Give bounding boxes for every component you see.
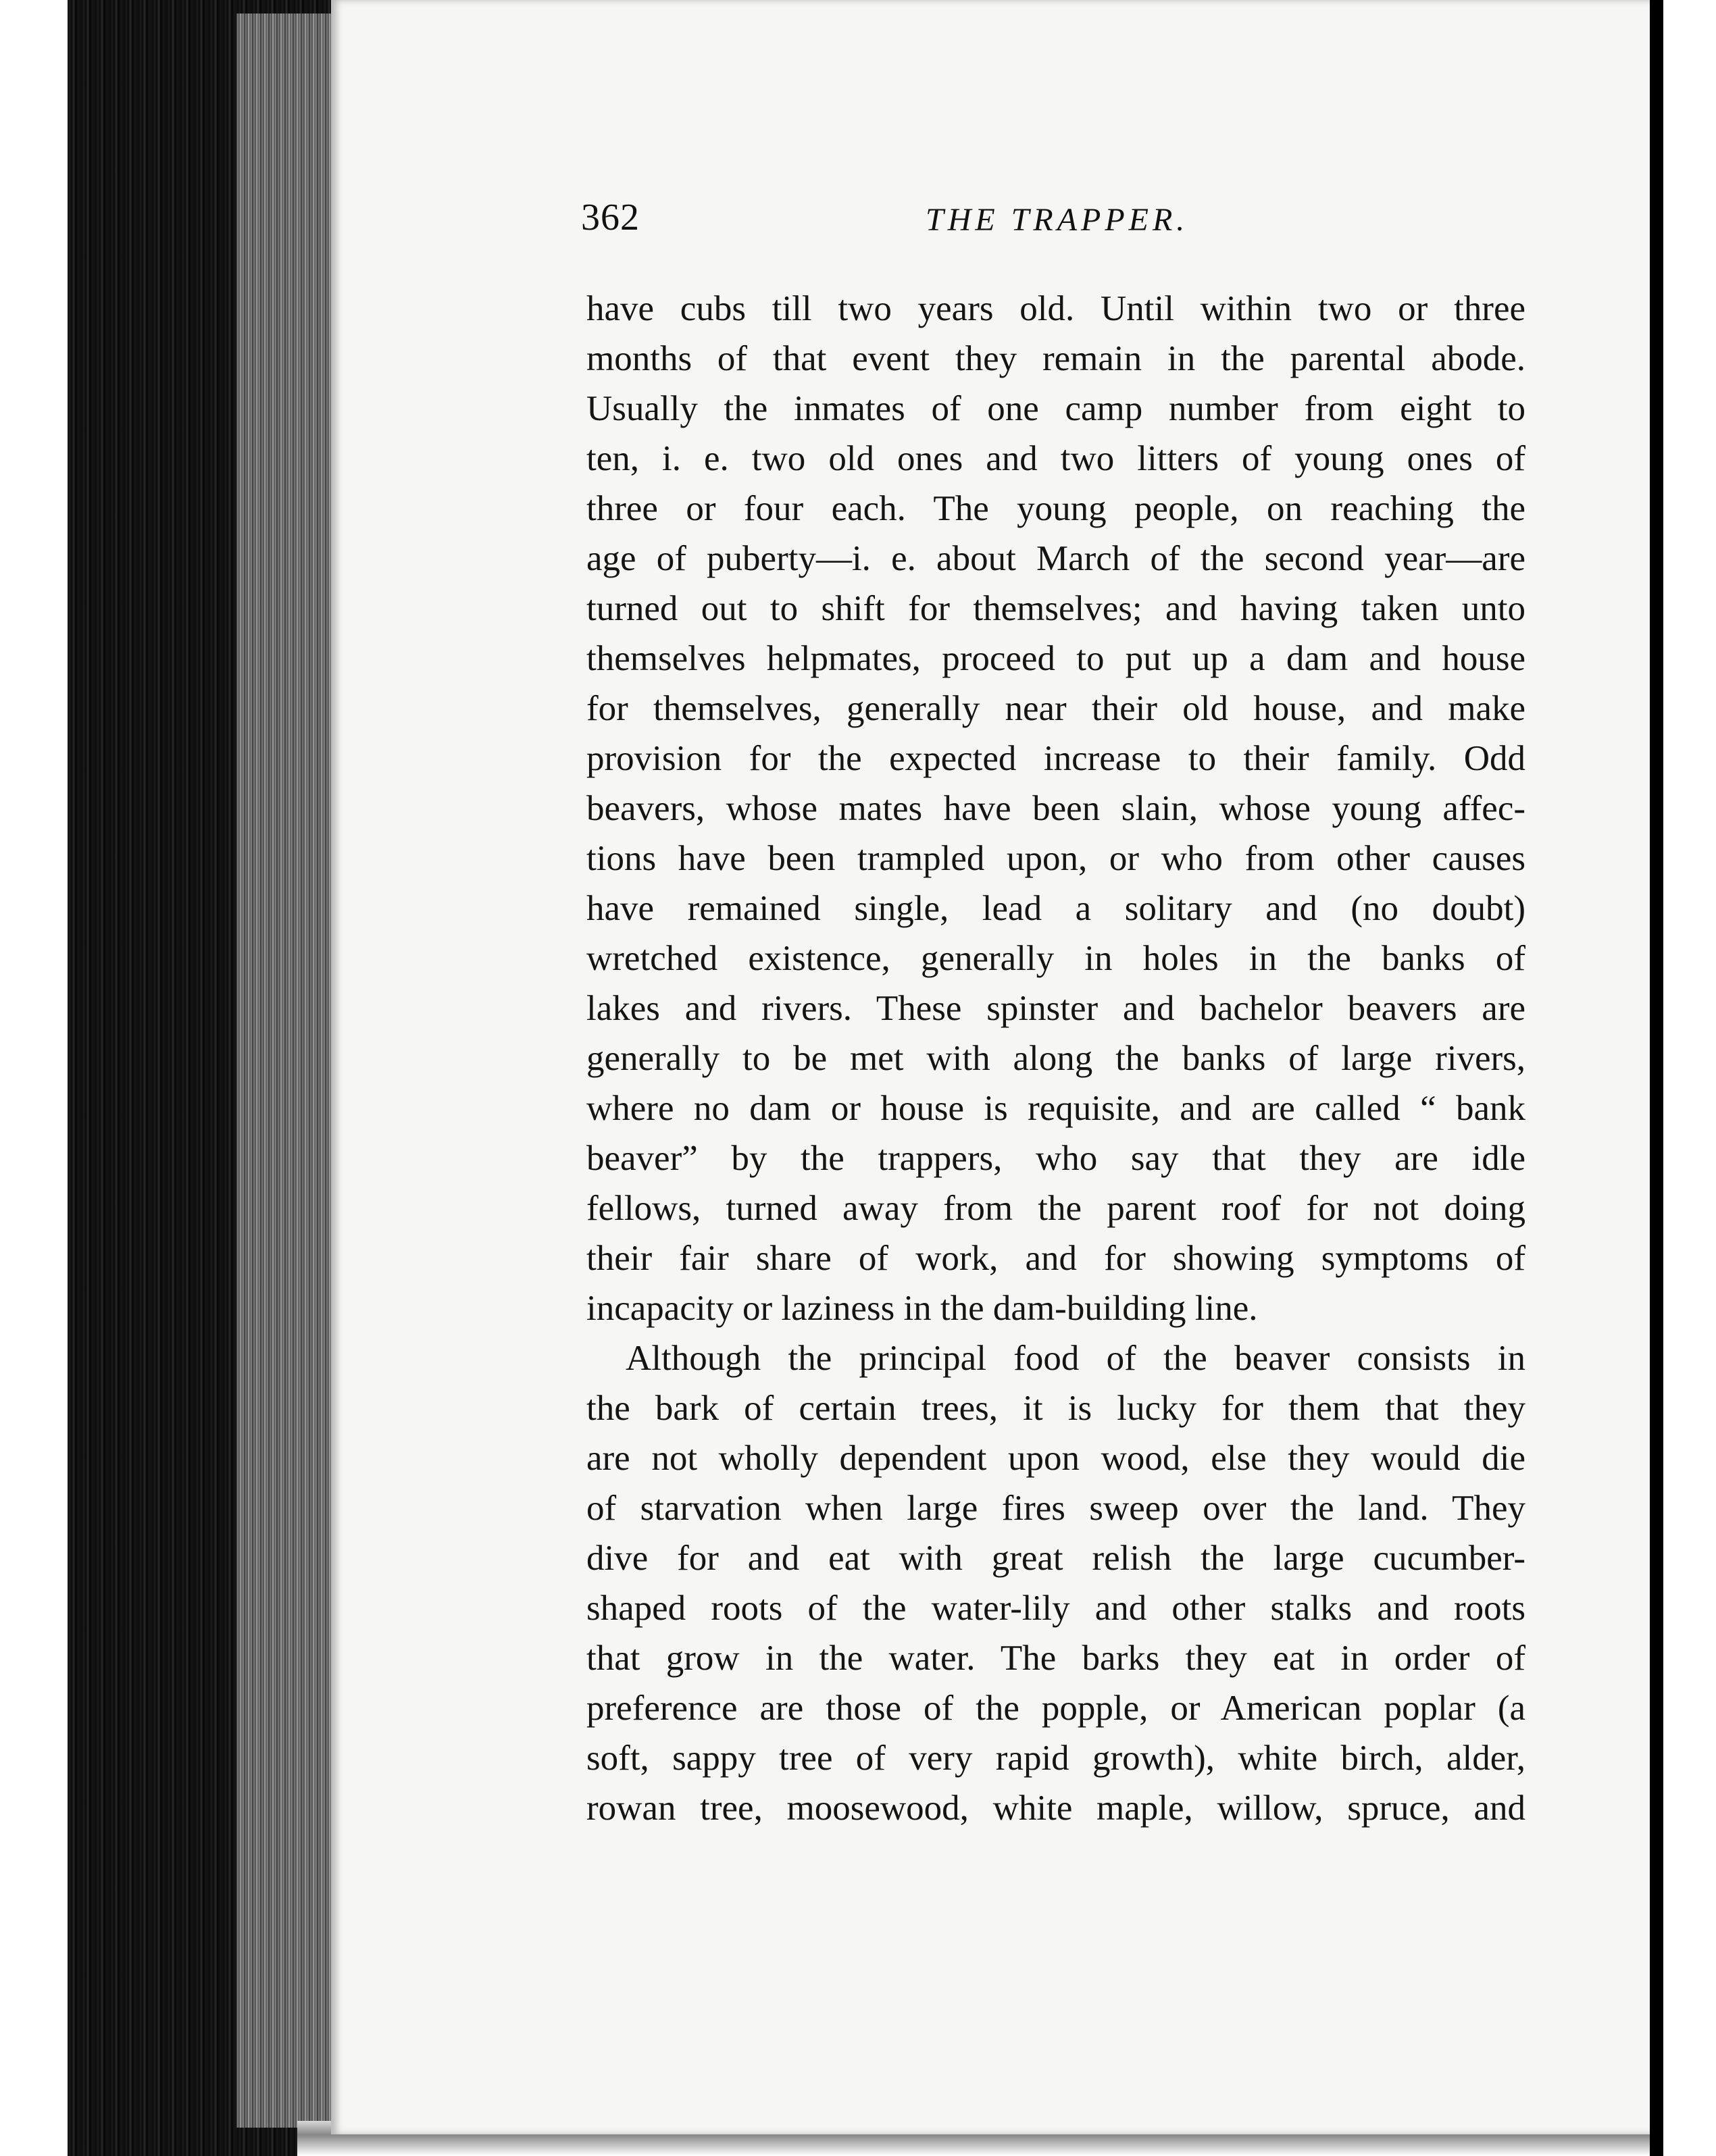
page-gutter-right [1650,14,1663,2141]
text-line: tions have been trampled upon, or who from other causes [586,839,1525,878]
page-edges [236,14,338,2128]
text-line: dive for and eat with great relish the large cucumber- [586,1539,1525,1578]
text-line: wretched existence, generally in holes in the banks of [586,939,1525,978]
paragraph-1 [586,284,1525,1333]
text-line: preference are those of the popple, or American poplar (a [586,1689,1525,1728]
text-line: where no dam or house is requisite, and are called “ bank [586,1089,1525,1128]
text-line: fellows, turned away from the parent roof for not doing [586,1189,1525,1228]
running-head [581,196,1527,257]
text-line: months of that event they remain in the parental abode. [586,339,1525,378]
text-line: for themselves, generally near their old house, and make [586,689,1525,728]
text-line: that grow in the water. The barks they eat in order of [586,1639,1525,1678]
text-line: are not wholly dependent upon wood, else they would die [586,1439,1525,1478]
text-line: provision for the expected increase to their family. Odd [586,739,1525,778]
text-line: the bark of certain trees, it is lucky for them that they [586,1389,1525,1428]
text-line: generally to be met with along the banks of large rivers, [586,1039,1525,1078]
page-number: 362 [581,197,640,238]
text-line: age of puberty—i. e. about March of the second year—are [586,539,1525,578]
text-line: three or four each. The young people, on reaching the [586,489,1525,528]
body-text [586,284,1525,1833]
facing-page-edge [1663,0,1716,2156]
text-line: shaped roots of the water-lily and other stalks and roots [586,1589,1525,1628]
text-line: beavers, whose mates have been slain, whose young affec- [586,789,1525,828]
text-line: soft, sappy tree of very rapid growth), white birch, alder, [586,1739,1525,1778]
text-line: Although the principal food of the beaver consists in [626,1339,1525,1378]
text-line: themselves helpmates, proceed to put up a dam and house [586,639,1525,678]
text-line: have cubs till two years old. Until within two or three [586,289,1525,328]
text-line: of starvation when large fires sweep over the land. They [586,1489,1525,1528]
text-line: their fair share of work, and for showing symptoms of [586,1239,1525,1278]
running-title: THE TRAPPER. [926,202,1189,238]
text-line: Usually the inmates of one camp number from eight to [586,389,1525,428]
text-line: turned out to shift for themselves; and having taken unto [586,589,1525,628]
text-line: have remained single, lead a solitary and (no doubt) [586,889,1525,928]
text-line: beaver” by the trappers, who say that they are idle [586,1139,1525,1178]
scan-margin-left [0,0,68,2156]
text-line: ten, i. e. two old ones and two litters of young ones of [586,439,1525,478]
text-line: rowan tree, moosewood, white maple, willow, spruce, and [586,1789,1525,1828]
paragraph-2 [586,1333,1525,1833]
text-line: lakes and rivers. These spinster and bachelor beavers are [586,989,1525,1028]
text-line: incapacity or laziness in the dam-building line. [586,1289,1258,1328]
